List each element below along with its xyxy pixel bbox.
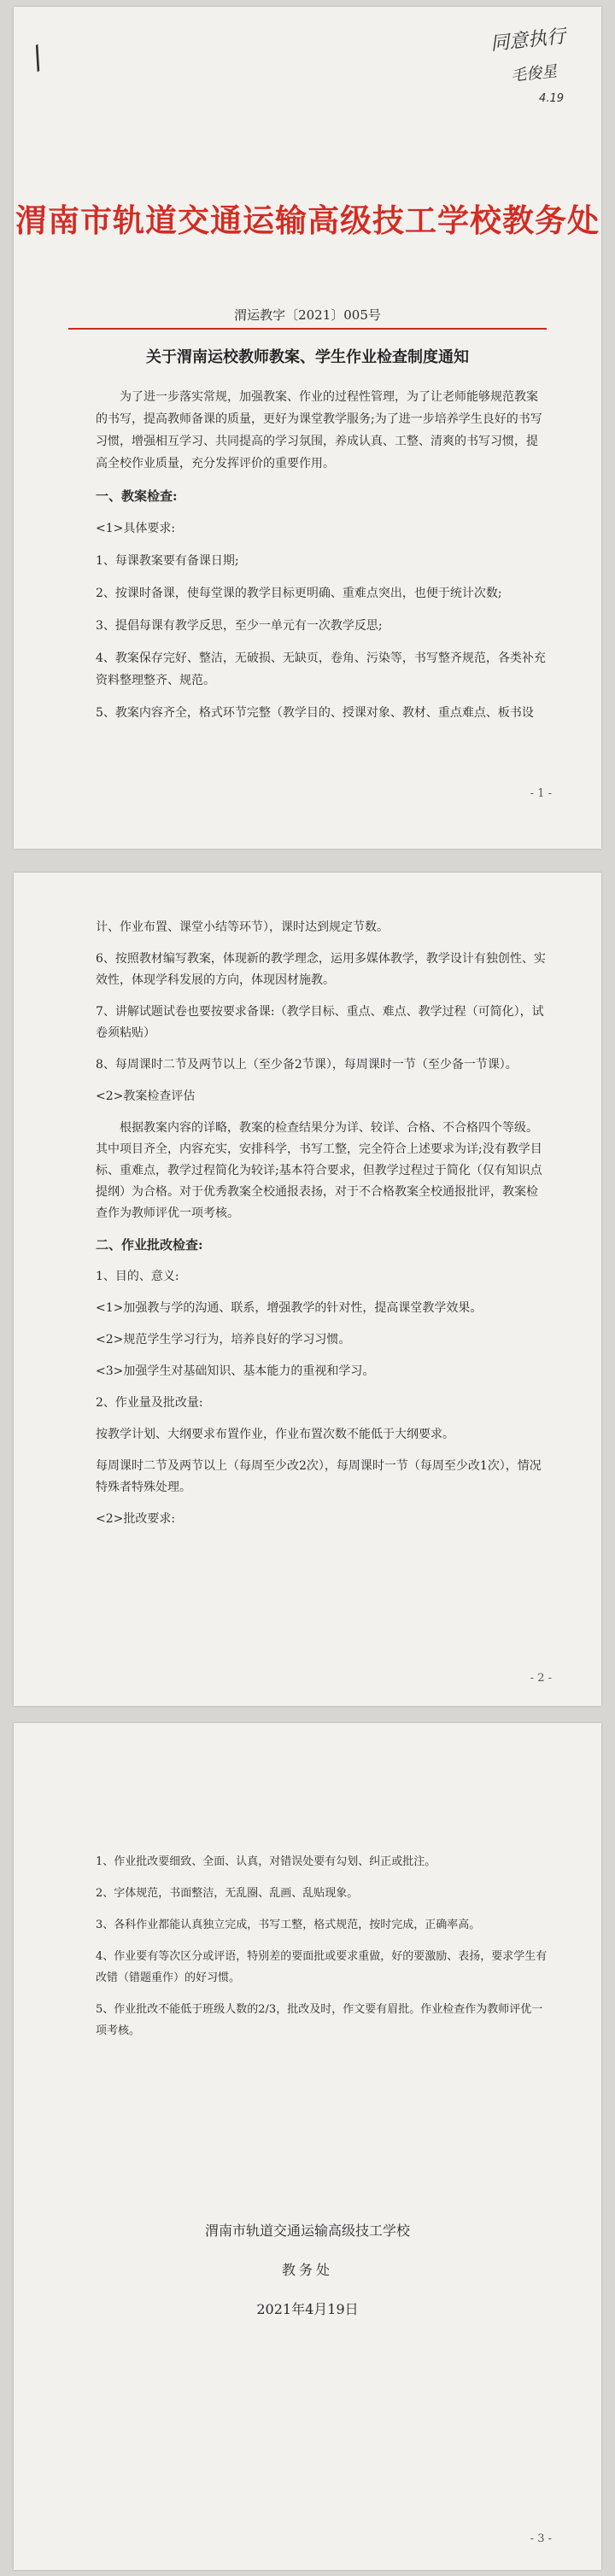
page-number: - 1 - <box>530 787 552 800</box>
document-number: 渭运教字〔2021〕005号 <box>234 307 381 323</box>
paragraph: <2>规范学生学习行为，培养良好的学习习惯。 <box>96 1333 351 1346</box>
handwritten-signature: 毛俊星 <box>510 62 559 85</box>
paragraph: 7、讲解试题试卷也要按要求备课:（教学目标、重点、难点、教学过程（可简化），试卷须粘贴） <box>96 1005 544 1040</box>
list-item: 5、教案内容齐全，格式环节完整（教学目的、授课对象、教材、重点难点、板书设 <box>96 706 534 720</box>
paragraph: 1、目的、意义: <box>96 1270 179 1283</box>
list-item: 2、字体规范，书面整洁，无乱圈、乱画、乱贴现象。 <box>96 1887 359 1900</box>
sub-heading: <2>批改要求: <box>96 1512 176 1526</box>
sub-heading: <2>教案检查评估 <box>96 1089 196 1103</box>
page-1-body <box>96 386 548 734</box>
paragraph: 2、作业量及批改量: <box>96 1396 203 1410</box>
list-item: 5、作业批改不能低于班级人数的2/3，批改及时，作文要有眉批。作业检查作为教师评优一项考核。 <box>96 2003 543 2037</box>
paragraph: 6、按照教材编写教案，体现新的教学理念，运用多媒体教学，教学设计有独创性、实效性，体现学科发展的方向，体现因材施教。 <box>96 952 546 987</box>
document-page-3 <box>14 1723 601 2570</box>
paragraph: 每周课时二节及两节以上（每周至少改2次），每周课时一节（每周至少改1次），情况特殊者特殊处理。 <box>96 1459 542 1494</box>
document-page-2 <box>14 873 601 1706</box>
paragraph: 8、每周课时二节及两节以上（至少备2节课），每周课时一节（至少备一节课）。 <box>96 1058 518 1072</box>
signature-date: 2021年4月19日 <box>256 2301 359 2317</box>
page-2-body <box>96 917 548 1540</box>
section-heading: 一、教案检查: <box>96 488 178 504</box>
signature-organization: 渭南市轨道交通运输高级技工学校 <box>204 2223 410 2239</box>
list-item: 4、教案保存完好、整洁，无破损、无缺页，卷角、污染等，书写整齐规范，各类补充资料整理整齐、规范。 <box>96 651 546 687</box>
page-3-body <box>96 1851 548 2052</box>
red-letterhead: 渭南市轨道交通运输高级技工学校教务处 <box>15 202 600 239</box>
list-item: 3、各科作业都能认真独立完成，书写工整，格式规范，按时完成，正确率高。 <box>96 1919 481 1931</box>
list-item: 2、按课时备课，使每堂课的教学目标更明确、重难点突出，也便于统计次数; <box>96 587 502 600</box>
handwritten-check-mark: / <box>24 40 50 76</box>
page-number: - 2 - <box>530 1672 552 1685</box>
paragraph: <1>加强教与学的沟通、联系，增强教学的针对性，提高课堂教学效果。 <box>96 1301 483 1315</box>
page-number: - 3 - <box>530 2532 552 2545</box>
list-item: 3、提倡每课有教学反思，至少一单元有一次教学反思; <box>96 619 383 633</box>
paragraph: 根据教案内容的详略，教案的检查结果分为详、较详、合格、不合格四个等级。其中项目齐全，内容充实，安排科学，书写工整，完全符合上述要求为详;没有教学目标、重难点，教学过程简化为较详;基本符合要求，但教学过程过于简化（仅有知识点提纲）为合格。对于优秀教案全校通报表扬，对于不合格教案全校通报批评，教案检查作为教师评优一项考核。 <box>96 1121 542 1220</box>
intro-paragraph: 为了进一步落实常规，加强教案、作业的过程性管理，为了让老师能够规范教案的书写，提高教师备课的质量，更好为课堂教学服务;为了进一步培养学生良好的书写习惯，增强相互学习、共同提高的学习氛围，养成认真、工整、清爽的书写习惯，提高全校作业质量，充分发挥评价的重要作用。 <box>96 390 542 470</box>
list-item: 1、每课教案要有备课日期; <box>96 554 239 568</box>
paragraph: 按教学计划、大纲要求布置作业，作业布置次数不能低于大纲要求。 <box>96 1428 454 1441</box>
section-heading: 二、作业批改检查: <box>96 1237 203 1253</box>
red-divider <box>68 328 547 330</box>
paragraph: 计、作业布置、课堂小结等环节），课时达到规定节数。 <box>96 920 389 934</box>
signature-department: 教务处 <box>281 2262 333 2278</box>
handwritten-approval: 同意执行 <box>489 26 567 55</box>
list-item: 4、作业要有等次区分或评语，特别差的要面批或要求重做，好的要激励、表扬，要求学生有改错（错题重作）的好习惯。 <box>96 1950 548 1984</box>
handwritten-date: 4.19 <box>539 92 564 105</box>
notice-title: 关于渭南运校教师教案、学生作业检查制度通知 <box>146 348 469 366</box>
document-page-1 <box>14 7 601 849</box>
list-item: 1、作业批改要细致、全面、认真，对错误处要有勾划、纠正或批注。 <box>96 1855 436 1868</box>
sub-heading: <1>具体要求: <box>96 522 176 535</box>
paragraph: <3>加强学生对基础知识、基本能力的重视和学习。 <box>96 1364 375 1378</box>
